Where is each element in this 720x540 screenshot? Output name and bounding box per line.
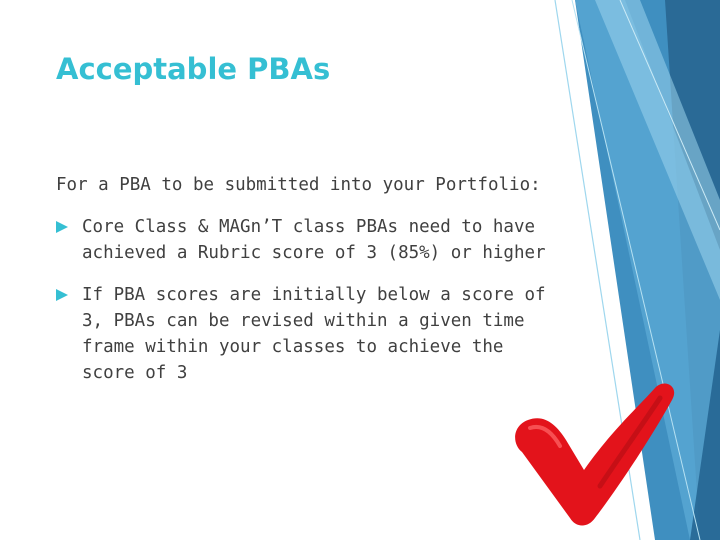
triangle-bullet-icon (56, 221, 68, 233)
bullet-item (56, 214, 556, 266)
bullet-text: If PBA scores are initially below a score of 3, PBAs can be revised within a given time frame within your classes to achieve the score of 3 (82, 285, 546, 383)
intro-text: For a PBA to be submitted into your Portfolio: (56, 175, 541, 195)
slide-body (56, 172, 556, 402)
bullet-item (56, 282, 556, 386)
blue-facet-panel (555, 0, 720, 540)
bullet-list (56, 214, 556, 386)
slide-title: Acceptable PBAs (56, 52, 331, 86)
triangle-bullet-icon (56, 289, 68, 301)
bullet-text: Core Class & MAGn’T class PBAs need to have achieved a Rubric score of 3 (85%) or higher (82, 217, 546, 263)
